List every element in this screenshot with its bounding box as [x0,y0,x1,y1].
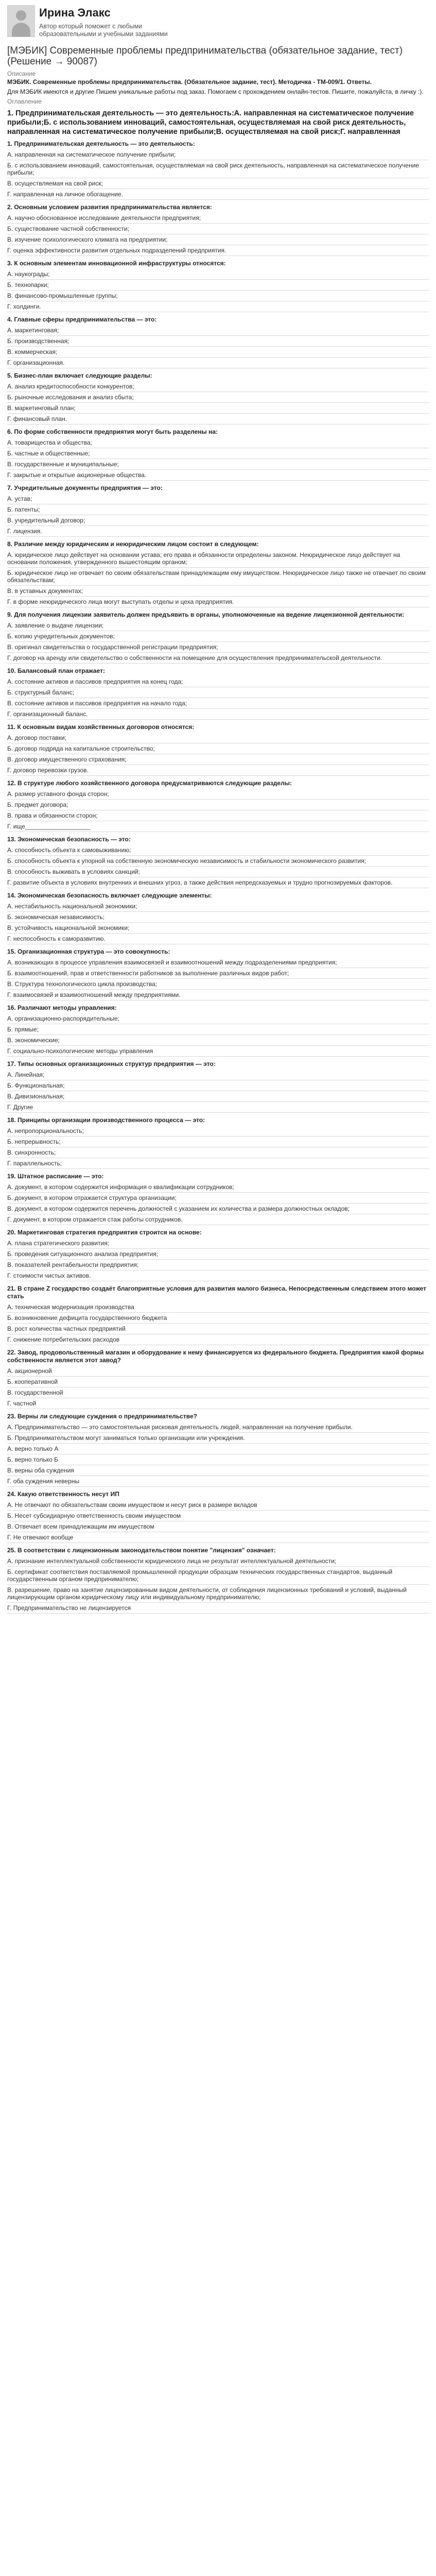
question-block [7,372,429,425]
question-block [7,1285,429,1345]
author-block [7,5,429,40]
contents-label: Оглавление [7,98,42,105]
answer-option: A. плана стратегического развития; [7,1238,429,1249]
answer-option: Б. юридическое лицо не отвечает по своим обязательствам принадлежащим ему имуществом. Неюридическое лицо также не отвечает по своим обязательствам; [7,568,429,586]
question-block [7,109,429,137]
question-block [7,779,429,832]
answer-option: Г. взаимосвязей и взаимоотношений между предприятиями. [7,990,429,1001]
answer-option: Г. оценка эффективности развития отдельных подразделений предприятия. [7,245,429,256]
answer-option: A. верно только А [7,1444,429,1454]
answer-option: A. Предпринимательство — это самостоятельная рисковая деятельность людей, направленная на получение прибыли. [7,1422,429,1433]
question-block [7,667,429,720]
answer-option: A. направленная на систематическое получение прибыли; [7,149,429,160]
answer-option: Г. холдинги. [7,301,429,312]
question-text: 22. Завод, продовольственный магазин и оборудование к нему финансируется из федерального бюджета. Предприятия какой формы собственности является этот завод? [7,1349,424,1364]
question-block [7,140,429,200]
question-text: 2. Основным условием развития предпринимательства является: [7,204,212,211]
answer-option: В. верны оба суждения [7,1465,429,1476]
answer-option: Б. сертификат соответствия поставляемой промышленной продукции образцам технических государственных стандартов, выданный государственным органом предпринимателю; [7,1567,429,1585]
question-text: 5. Бизнес-план включает следующие разделы: [7,372,152,379]
question-text: 15. Организационная структура — это совокупность: [7,948,170,955]
question-text: 24. Какую ответственность несут ИП [7,1490,119,1498]
question-block [7,484,429,537]
question-text: 6. По форме собственности предприятия могут быть разделены на: [7,428,218,435]
answer-option: Г. ище___________________ [7,821,429,832]
question-text: 1. Предпринимательская деятельность — это деятельность: [7,140,195,147]
answer-option: Б. рыночные исследования и анализ сбыта; [7,392,429,403]
answer-option: В. синхронность; [7,1147,429,1158]
answer-option: В. оригинал свидетельства о государственной регистрации предприятия; [7,642,429,653]
answer-option: A. договор поставки; [7,733,429,743]
question-block [7,204,429,256]
answer-option: A. техническая модернизация производства [7,1302,429,1313]
description-label: Описание [7,70,36,77]
author-bio: Автор который поможет с любыми образовательными и учебными заданиями [39,23,168,38]
description-text: МЭБИК. Современные проблемы предпринимательства. (Обязательное задание, тест). Методичка - ТМ-009/1. Ответы. [7,78,372,86]
answer-option: Б. верно только Б [7,1454,429,1465]
question-block [7,1173,429,1225]
author-info [39,5,173,38]
answer-option: A. юридическое лицо действует на основании устава; его права и обязанности определены законом. Неюридическое лицо действует на основании положения, утвержденного вышестоящим органом; [7,550,429,568]
answer-option: В. состояние активов и пассивов предприятия на начало года; [7,698,429,709]
answer-option: Г. снижение потребительских расходов [7,1334,429,1345]
answer-option: Б. структурный баланс; [7,687,429,698]
answer-option: Б. договор подряда на капитальное строительство; [7,743,429,754]
answer-option: A. устав; [7,494,429,504]
answer-option: A. заявление о выдаче лицензии; [7,620,429,631]
question-block [7,428,429,481]
question-block [7,948,429,1001]
answer-option: Г. Другие [7,1102,429,1113]
question-block [7,1060,429,1113]
avatar-head-shape [16,10,26,21]
question-text: 25. В соответствии с лицензионным законодательством понятие "лицензия" означает: [7,1547,276,1554]
answer-option: A. товарищества и общества; [7,437,429,448]
question-text: 7. Учредительные документы предприятия — это: [7,484,163,492]
answer-option: Б. патенты; [7,504,429,515]
question-text: 14. Экономическая безопасность включает следующие элементы: [7,892,212,899]
answer-option: В. в уставных документах; [7,586,429,597]
question-block [7,1413,429,1487]
answer-option: A. способность объекта к самовыживанию; [7,845,429,856]
answer-option: Б. проведения ситуационного анализа предприятия; [7,1249,429,1260]
answer-option: Г. неспособность к саморазвитию. [7,934,429,944]
question-text: 23. Верны ли следующие суждения о предпринимательстве? [7,1413,197,1420]
answer-option: A. нестабильность национальной экономики; [7,901,429,912]
answer-option: Г. в форме неюридического лица могут выступать отделы и цеха предприятия. [7,597,429,607]
answer-option: A. состояние активов и пассивов предприятия на конец года; [7,676,429,687]
question-text: 19. Штатное расписание — это: [7,1173,104,1180]
answer-option: В. Дивизиональная; [7,1091,429,1102]
answer-option: Г. развитие объекта в условиях внутренних и внешних угроз, а также действия непредсказуемых и трудно прогнозируемых факторов. [7,877,429,888]
question-text: 9. Для получения лицензии заявитель должен предъявить в органы, уполномоченные на ведение лицензионной деятельности: [7,611,405,618]
question-text: 21. В стране Z государство создаёт благоприятные условия для развития малого бизнеса. Непосредственным следствием этого может стать [7,1285,427,1300]
answer-option: В. документ, в котором содержится перечень должностей с указанием их количества и размера должностных окладов; [7,1204,429,1214]
answer-option: A. Не отвечают по обязательствам своим имуществом и несут риск в размере вкладов [7,1500,429,1511]
answer-option: Г. социально-психологические методы управления [7,1046,429,1057]
answer-option: Г. стоимости чистых активов. [7,1270,429,1281]
answer-option: В. Структура технологического цикла производства; [7,979,429,990]
answer-option: A. маркетинговая; [7,325,429,336]
answer-option: Б. взаимоотношений, прав и ответственности работников за выполнение различных видов работ; [7,968,429,979]
author-name[interactable]: Ирина Элакс [39,6,111,19]
answer-option: A. акционерной [7,1366,429,1377]
question-text: 3. К основным элементам инновационной инфраструктуры относятся: [7,260,226,267]
answer-option: Б. с использованием инноваций, самостоятельная, осуществляемая на свой риск деятельность, направленная на систематическое получение прибыли; [7,160,429,178]
answer-option: В. осуществляемая на свой риск; [7,178,429,189]
question-text: 17. Типы основных организационных структур предприятия — это: [7,1060,216,1067]
question-text: 16. Различают методы управления: [7,1004,117,1011]
question-block [7,723,429,776]
answer-option: В. государственные и муниципальные; [7,459,429,470]
question-text: 10. Балансовый план отражает: [7,667,105,674]
answer-option: A. организационно-распорядительные; [7,1013,429,1024]
answer-option: В. учредительный договор; [7,515,429,526]
answer-option: В. договор имущественного страхования; [7,754,429,765]
answer-option: Б. частные и общественные; [7,448,429,459]
answer-option: Б. Несет субсидиарную ответственность своим имуществом [7,1511,429,1521]
question-text: 4. Главные сферы предпринимательства — это: [7,316,157,323]
answer-option: В. изучение психологического климата на предприятии; [7,234,429,245]
answer-option: Б. способность объекта к упорной на собственную экономическую независимость и стабильности экономического развития; [7,856,429,867]
question-block [7,1490,429,1543]
answer-option: Г. договор на аренду или свидетельство о собственности на помещение для осуществления предпринимательской деятельности. [7,653,429,664]
answer-option: Г. оба суждения неверны [7,1476,429,1487]
question-text: 1. Предпринимательская деятельность — это деятельность:A. направленная на систематическое получение прибыли;Б. с использованием инноваций, самостоятельная, осуществляемая на свой риск деятельность, направленная на систематическое получение прибыли;В. осуществляемая на свой риск;Г. направленная [7,109,414,136]
answer-option: Г. закрытые и открытые акционерные общества. [7,470,429,481]
answer-option: В. устойчивость национальной экономики; [7,923,429,934]
note-text: Для МЭБИК имеются и другие Пишем уникальные работы под заказ. Помогаем с прохождением онлайн-тестов. Пишите, пожалуйста, в личку :). [7,88,424,95]
question-text: 8. Различие между юридическим и неюридическим лицом состоит в следующем: [7,540,259,548]
answer-option: Б. существование частной собственности; [7,224,429,234]
answer-option: В. маркетинговый план; [7,403,429,414]
answer-option: Г. Предпринимательство не лицензируется [7,1603,429,1614]
answer-option: Б. кооперативной [7,1377,429,1387]
answer-option: В. рост количества частных предприятий [7,1324,429,1334]
question-block [7,611,429,664]
question-block [7,1547,429,1614]
answer-option: Г. финансовый план. [7,414,429,425]
answer-option: Г. Не отвечают вообще [7,1532,429,1543]
answer-option: Б. технопарки; [7,280,429,291]
answer-option: Б. возникновение дефицита государственного бюджета [7,1313,429,1324]
question-block [7,540,429,607]
answer-option: Г. частной [7,1398,429,1409]
answer-option: В. разрешение, право на занятие лицензированным видом деятельности, от соблюдения лицензионных требований и условий, выданный лицензирующим органом юридическому лицу или индивидуальному предпринимателю; [7,1585,429,1603]
answer-option: Б. копию учредительных документов; [7,631,429,642]
question-list [7,109,429,1614]
question-block [7,1229,429,1281]
answer-option: Г. параллельность; [7,1158,429,1169]
answer-option: A. наукограды; [7,269,429,280]
answer-option: В. государственной [7,1387,429,1398]
answer-option: Г. лицензия. [7,526,429,537]
answer-option: A. непропорциональность; [7,1126,429,1137]
answer-option: Г. документ, в котором отражается стаж работы сотрудников. [7,1214,429,1225]
avatar-body-shape [12,23,30,37]
question-block [7,1004,429,1057]
answer-option: Г. организационный баланс. [7,709,429,720]
answer-option: Г. направленная на личное обогащение. [7,189,429,200]
answer-option: Б. предмет договора; [7,800,429,810]
answer-option: Б. Функциональная; [7,1080,429,1091]
answer-option: A. документ, в котором содержится информация о квалификации сотрудников; [7,1182,429,1193]
question-text: 12. В структуре любого хозяйственного договора предусматриваются следующие разделы: [7,779,292,787]
answer-option: Г. организационная. [7,358,429,368]
answer-option: Б. производственная; [7,336,429,347]
answer-option: В. показателей рентабельности предприятия; [7,1260,429,1270]
answer-option: Б. прямые; [7,1024,429,1035]
question-block [7,892,429,944]
answer-option: A. признание интеллектуальной собственности юридического лица не результат интеллектуальной деятельности; [7,1556,429,1567]
answer-option: Б. документ, в котором отражается структура организации; [7,1193,429,1204]
question-block [7,1116,429,1169]
answer-option: A. размер уставного фонда сторон; [7,789,429,800]
answer-option: В. коммерческая; [7,347,429,358]
answer-option: В. права и обязанности сторон; [7,810,429,821]
question-text: 18. Принципы организации производственного процесса — это: [7,1116,205,1124]
answer-option: Г. договор перевозки грузов. [7,765,429,776]
answer-option: В. финансово-промышленные группы; [7,291,429,301]
answer-option: В. способность выживать в условиях санкций; [7,867,429,877]
question-block [7,260,429,312]
answer-option: В. Отвечает всем принадлежащим им имуществом [7,1521,429,1532]
question-text: 13. Экономическая безопасность — это: [7,836,131,843]
page-title: [МЭБИК] Современные проблемы предпринимательства (обязательное задание, тест) (Решение → 90087) [7,45,403,67]
answer-option: A. анализ кредитоспособности конкурентов; [7,381,429,392]
question-text: 11. К основным видам хозяйственных договоров относятся: [7,723,195,731]
question-block [7,316,429,368]
question-block [7,1349,429,1409]
answer-option: В. экономические; [7,1035,429,1046]
answer-option: Б. экономическая независимость; [7,912,429,923]
answer-option: A. возникающих в процессе управления взаимосвязей и взаимоотношений между подразделениями предприятия; [7,957,429,968]
question-text: 20. Маркетинговая стратегия предприятия строится на основе: [7,1229,202,1236]
question-block [7,836,429,888]
avatar[interactable] [7,5,35,37]
answer-option: A. научно обоснованное исследование деятельности предприятия; [7,213,429,224]
answer-option: Б. Предпринимательством могут заниматься только организации или учреждения. [7,1433,429,1444]
answer-option: A. Линейная; [7,1070,429,1080]
answer-option: Б. непрерывность; [7,1137,429,1147]
